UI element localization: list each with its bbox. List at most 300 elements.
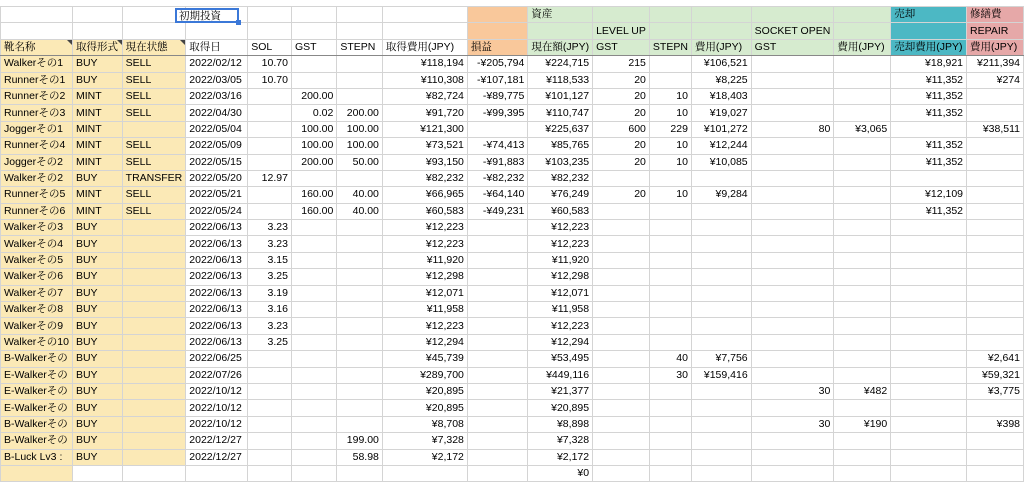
table-cell[interactable]: BUY (72, 334, 122, 350)
table-cell[interactable] (691, 465, 751, 481)
column-header[interactable]: STEPN (337, 39, 383, 55)
table-cell[interactable] (467, 318, 527, 334)
table-cell[interactable] (834, 56, 891, 72)
table-cell[interactable] (891, 383, 967, 399)
table-cell[interactable]: 10.70 (248, 56, 292, 72)
table-cell[interactable] (122, 302, 186, 318)
table-cell[interactable]: BUY (72, 351, 122, 367)
table-cell[interactable]: MINT (72, 154, 122, 170)
table-cell[interactable]: ¥101,127 (528, 88, 593, 104)
table-cell[interactable]: ¥12,298 (382, 269, 467, 285)
table-cell[interactable] (467, 465, 527, 481)
table-cell[interactable]: Walkerその8 (1, 302, 73, 318)
table-cell[interactable] (593, 351, 650, 367)
table-cell[interactable] (248, 383, 292, 399)
table-cell[interactable]: 2022/04/30 (186, 105, 248, 121)
table-cell[interactable]: Runnerその2 (1, 88, 73, 104)
table-cell[interactable]: 10.70 (248, 72, 292, 88)
table-cell[interactable] (751, 154, 834, 170)
table-cell[interactable] (967, 187, 1024, 203)
table-cell[interactable] (467, 285, 527, 301)
table-cell[interactable]: -¥49,231 (467, 203, 527, 219)
table-cell[interactable] (248, 154, 292, 170)
table-cell[interactable]: B-Walkerその (1, 351, 73, 367)
table-cell[interactable]: ¥73,521 (382, 138, 467, 154)
table-cell[interactable]: ¥10,085 (691, 154, 751, 170)
table-cell[interactable] (751, 433, 834, 449)
table-cell[interactable]: ¥8,898 (528, 416, 593, 432)
table-cell[interactable]: MINT (72, 203, 122, 219)
table-cell[interactable] (337, 400, 383, 416)
table-cell[interactable] (751, 236, 834, 252)
table-cell[interactable] (291, 449, 336, 465)
table-cell[interactable] (967, 154, 1024, 170)
column-header[interactable]: 靴名称 (1, 39, 73, 55)
table-cell[interactable]: ¥85,765 (528, 138, 593, 154)
table-cell[interactable] (649, 302, 691, 318)
table-cell[interactable] (122, 433, 186, 449)
table-cell[interactable] (834, 285, 891, 301)
table-cell[interactable] (967, 170, 1024, 186)
table-cell[interactable]: 58.98 (337, 449, 383, 465)
table-cell[interactable]: 2022/05/15 (186, 154, 248, 170)
table-cell[interactable]: B-Walkerその (1, 433, 73, 449)
table-cell[interactable]: -¥99,395 (467, 105, 527, 121)
table-cell[interactable] (649, 465, 691, 481)
table-cell[interactable]: ¥118,194 (382, 56, 467, 72)
table-cell[interactable]: ¥110,308 (382, 72, 467, 88)
table-cell[interactable]: BUY (72, 416, 122, 432)
column-header[interactable]: 現在状態 (122, 39, 186, 55)
table-cell[interactable] (891, 318, 967, 334)
table-cell[interactable] (649, 416, 691, 432)
table-cell[interactable]: 160.00 (291, 203, 336, 219)
table-cell[interactable]: ¥289,700 (382, 367, 467, 383)
table-cell[interactable] (751, 88, 834, 104)
table-cell[interactable] (593, 269, 650, 285)
table-cell[interactable] (122, 465, 186, 481)
table-cell[interactable]: ¥398 (967, 416, 1024, 432)
table-cell[interactable]: BUY (72, 236, 122, 252)
table-cell[interactable]: ¥12,223 (528, 236, 593, 252)
table-cell[interactable] (593, 449, 650, 465)
table-cell[interactable]: 2022/02/12 (186, 56, 248, 72)
table-cell[interactable] (186, 465, 248, 481)
table-cell[interactable]: ¥103,235 (528, 154, 593, 170)
table-cell[interactable]: -¥64,140 (467, 187, 527, 203)
table-cell[interactable]: BUY (72, 302, 122, 318)
table-cell[interactable]: ¥101,272 (691, 121, 751, 137)
table-cell[interactable] (751, 138, 834, 154)
column-header[interactable]: SOL (248, 39, 292, 55)
table-cell[interactable]: ¥2,641 (967, 351, 1024, 367)
table-cell[interactable] (649, 72, 691, 88)
table-cell[interactable] (891, 170, 967, 186)
table-cell[interactable] (691, 252, 751, 268)
table-cell[interactable]: ¥21,377 (528, 383, 593, 399)
table-cell[interactable]: BUY (72, 367, 122, 383)
table-cell[interactable]: 0.02 (291, 105, 336, 121)
table-cell[interactable]: ¥9,284 (691, 187, 751, 203)
table-cell[interactable]: 199.00 (337, 433, 383, 449)
table-cell[interactable]: TRANSFER (122, 170, 186, 186)
table-cell[interactable] (337, 252, 383, 268)
column-header[interactable]: 取得日 (186, 39, 248, 55)
table-cell[interactable]: BUY (72, 383, 122, 399)
table-cell[interactable] (248, 187, 292, 203)
table-cell[interactable]: ¥76,249 (528, 187, 593, 203)
table-cell[interactable]: Walkerその2 (1, 170, 73, 186)
table-cell[interactable] (1, 465, 73, 481)
table-cell[interactable] (834, 170, 891, 186)
table-cell[interactable] (891, 236, 967, 252)
table-cell[interactable]: B-Walkerその (1, 416, 73, 432)
table-cell[interactable] (751, 105, 834, 121)
table-cell[interactable]: 20 (593, 105, 650, 121)
table-cell[interactable] (593, 318, 650, 334)
table-cell[interactable] (891, 220, 967, 236)
table-cell[interactable] (834, 72, 891, 88)
table-cell[interactable] (337, 285, 383, 301)
table-cell[interactable] (291, 302, 336, 318)
table-cell[interactable] (467, 252, 527, 268)
table-cell[interactable]: ¥11,352 (891, 105, 967, 121)
table-cell[interactable] (834, 220, 891, 236)
table-cell[interactable]: 2022/10/12 (186, 400, 248, 416)
table-cell[interactable] (291, 416, 336, 432)
table-cell[interactable]: BUY (72, 170, 122, 186)
table-cell[interactable]: E-Walkerその (1, 367, 73, 383)
table-cell[interactable] (337, 318, 383, 334)
table-cell[interactable]: 10 (649, 187, 691, 203)
table-cell[interactable]: 40.00 (337, 187, 383, 203)
table-cell[interactable]: 200.00 (337, 105, 383, 121)
table-cell[interactable]: ¥38,511 (967, 121, 1024, 137)
table-cell[interactable] (291, 465, 336, 481)
table-cell[interactable]: ¥8,225 (691, 72, 751, 88)
table-cell[interactable]: ¥12,109 (891, 187, 967, 203)
table-cell[interactable] (834, 105, 891, 121)
table-cell[interactable] (751, 220, 834, 236)
table-cell[interactable]: Walkerその7 (1, 285, 73, 301)
table-cell[interactable] (834, 236, 891, 252)
table-cell[interactable] (751, 400, 834, 416)
table-cell[interactable] (337, 383, 383, 399)
table-cell[interactable] (649, 236, 691, 252)
table-cell[interactable]: 2022/07/26 (186, 367, 248, 383)
table-cell[interactable] (593, 334, 650, 350)
table-cell[interactable] (691, 416, 751, 432)
column-header[interactable]: 取得形式 (72, 39, 122, 55)
table-cell[interactable] (834, 302, 891, 318)
table-cell[interactable] (691, 449, 751, 465)
initial-investment-cell[interactable]: 初期投資 (175, 8, 239, 23)
table-cell[interactable]: ¥93,150 (382, 154, 467, 170)
table-cell[interactable] (248, 105, 292, 121)
table-cell[interactable] (891, 334, 967, 350)
table-cell[interactable] (248, 400, 292, 416)
table-cell[interactable]: ¥18,403 (691, 88, 751, 104)
table-cell[interactable] (337, 302, 383, 318)
table-cell[interactable] (649, 318, 691, 334)
table-cell[interactable] (467, 220, 527, 236)
table-cell[interactable] (691, 383, 751, 399)
table-cell[interactable] (967, 203, 1024, 219)
table-cell[interactable]: ¥53,495 (528, 351, 593, 367)
column-header[interactable]: 取得費用(JPY) (382, 39, 467, 55)
table-cell[interactable] (649, 400, 691, 416)
table-cell[interactable] (122, 220, 186, 236)
table-cell[interactable]: SELL (122, 56, 186, 72)
column-header[interactable]: GST (593, 39, 650, 55)
table-cell[interactable]: 160.00 (291, 187, 336, 203)
table-cell[interactable]: 2022/06/13 (186, 236, 248, 252)
column-header[interactable]: 現在額(JPY) (528, 39, 593, 55)
table-cell[interactable] (751, 449, 834, 465)
table-cell[interactable] (291, 285, 336, 301)
table-cell[interactable] (467, 383, 527, 399)
table-cell[interactable] (291, 318, 336, 334)
table-cell[interactable]: 3.19 (248, 285, 292, 301)
table-cell[interactable] (467, 302, 527, 318)
table-cell[interactable]: SELL (122, 72, 186, 88)
table-cell[interactable] (248, 88, 292, 104)
table-cell[interactable] (967, 433, 1024, 449)
table-cell[interactable]: ¥12,223 (382, 236, 467, 252)
table-cell[interactable]: ¥60,583 (528, 203, 593, 219)
table-cell[interactable]: ¥45,739 (382, 351, 467, 367)
table-cell[interactable] (891, 367, 967, 383)
table-cell[interactable] (751, 56, 834, 72)
table-cell[interactable]: 2022/05/04 (186, 121, 248, 137)
table-cell[interactable]: 2022/12/27 (186, 433, 248, 449)
table-cell[interactable] (122, 334, 186, 350)
table-cell[interactable]: ¥225,637 (528, 121, 593, 137)
table-cell[interactable] (967, 318, 1024, 334)
table-cell[interactable]: ¥106,521 (691, 56, 751, 72)
table-cell[interactable] (122, 400, 186, 416)
table-cell[interactable] (649, 383, 691, 399)
table-cell[interactable] (691, 236, 751, 252)
table-cell[interactable] (834, 351, 891, 367)
table-cell[interactable]: -¥205,794 (467, 56, 527, 72)
table-cell[interactable] (467, 334, 527, 350)
table-cell[interactable]: Runnerその6 (1, 203, 73, 219)
table-cell[interactable] (291, 170, 336, 186)
table-cell[interactable]: -¥107,181 (467, 72, 527, 88)
table-cell[interactable] (467, 351, 527, 367)
table-cell[interactable]: -¥91,883 (467, 154, 527, 170)
table-cell[interactable] (691, 269, 751, 285)
table-cell[interactable] (291, 367, 336, 383)
table-cell[interactable]: 2022/03/16 (186, 88, 248, 104)
table-cell[interactable]: ¥11,352 (891, 203, 967, 219)
table-cell[interactable] (337, 465, 383, 481)
table-cell[interactable] (467, 416, 527, 432)
table-cell[interactable]: ¥82,232 (528, 170, 593, 186)
table-cell[interactable]: ¥18,921 (891, 56, 967, 72)
table-cell[interactable] (337, 367, 383, 383)
table-cell[interactable]: ¥224,715 (528, 56, 593, 72)
table-cell[interactable] (593, 220, 650, 236)
table-cell[interactable]: 40.00 (337, 203, 383, 219)
table-cell[interactable] (593, 302, 650, 318)
table-cell[interactable]: Walkerその5 (1, 252, 73, 268)
table-cell[interactable]: ¥11,352 (891, 88, 967, 104)
table-cell[interactable]: ¥66,965 (382, 187, 467, 203)
table-cell[interactable] (751, 252, 834, 268)
table-cell[interactable] (122, 252, 186, 268)
table-cell[interactable]: ¥8,708 (382, 416, 467, 432)
table-cell[interactable] (467, 236, 527, 252)
table-cell[interactable]: ¥121,300 (382, 121, 467, 137)
table-cell[interactable]: ¥190 (834, 416, 891, 432)
table-cell[interactable]: ¥59,321 (967, 367, 1024, 383)
table-cell[interactable]: ¥118,533 (528, 72, 593, 88)
table-cell[interactable]: 2022/06/13 (186, 252, 248, 268)
table-cell[interactable] (834, 433, 891, 449)
column-header[interactable]: GST (291, 39, 336, 55)
table-cell[interactable] (291, 269, 336, 285)
table-cell[interactable]: MINT (72, 88, 122, 104)
table-cell[interactable] (891, 449, 967, 465)
table-cell[interactable] (967, 220, 1024, 236)
column-header[interactable]: 費用(JPY) (691, 39, 751, 55)
table-cell[interactable]: 2022/06/13 (186, 334, 248, 350)
table-cell[interactable]: 100.00 (291, 121, 336, 137)
table-cell[interactable] (291, 351, 336, 367)
table-cell[interactable] (891, 252, 967, 268)
table-cell[interactable]: ¥12,223 (382, 318, 467, 334)
table-cell[interactable] (467, 400, 527, 416)
table-cell[interactable]: ¥12,294 (382, 334, 467, 350)
table-cell[interactable]: ¥2,172 (382, 449, 467, 465)
table-cell[interactable] (834, 449, 891, 465)
table-cell[interactable]: ¥3,775 (967, 383, 1024, 399)
table-cell[interactable]: MINT (72, 187, 122, 203)
table-cell[interactable] (891, 465, 967, 481)
table-cell[interactable] (891, 302, 967, 318)
table-cell[interactable] (248, 138, 292, 154)
table-cell[interactable] (751, 285, 834, 301)
table-cell[interactable]: Runnerその5 (1, 187, 73, 203)
table-cell[interactable] (751, 334, 834, 350)
table-cell[interactable]: 600 (593, 121, 650, 137)
table-cell[interactable] (291, 383, 336, 399)
table-cell[interactable]: ¥82,232 (382, 170, 467, 186)
table-cell[interactable]: 10 (649, 88, 691, 104)
table-cell[interactable] (649, 449, 691, 465)
table-cell[interactable] (834, 367, 891, 383)
column-header[interactable]: GST (751, 39, 834, 55)
table-cell[interactable]: ¥20,895 (528, 400, 593, 416)
table-cell[interactable] (891, 416, 967, 432)
table-cell[interactable] (649, 285, 691, 301)
table-cell[interactable]: Joggerその1 (1, 121, 73, 137)
table-cell[interactable] (291, 400, 336, 416)
table-cell[interactable]: -¥89,775 (467, 88, 527, 104)
table-cell[interactable]: Runnerその3 (1, 105, 73, 121)
table-cell[interactable] (467, 121, 527, 137)
table-cell[interactable]: 10 (649, 154, 691, 170)
table-cell[interactable] (122, 269, 186, 285)
table-cell[interactable] (593, 433, 650, 449)
table-cell[interactable]: 3.15 (248, 252, 292, 268)
column-header[interactable]: 損益 (467, 39, 527, 55)
table-cell[interactable]: 100.00 (291, 138, 336, 154)
table-cell[interactable]: E-Walkerその (1, 383, 73, 399)
table-cell[interactable] (751, 318, 834, 334)
table-cell[interactable]: ¥11,352 (891, 72, 967, 88)
table-cell[interactable] (834, 203, 891, 219)
table-cell[interactable] (291, 220, 336, 236)
column-header[interactable]: 売却費用(JPY) (891, 39, 967, 55)
table-cell[interactable]: 30 (751, 383, 834, 399)
table-cell[interactable]: ¥11,352 (891, 154, 967, 170)
table-cell[interactable]: BUY (72, 252, 122, 268)
table-cell[interactable] (691, 318, 751, 334)
table-cell[interactable] (122, 285, 186, 301)
table-cell[interactable] (291, 334, 336, 350)
table-cell[interactable] (751, 465, 834, 481)
table-cell[interactable]: 40 (649, 351, 691, 367)
table-cell[interactable] (891, 433, 967, 449)
table-cell[interactable]: 80 (751, 121, 834, 137)
table-cell[interactable]: 20 (593, 138, 650, 154)
table-cell[interactable]: 20 (593, 72, 650, 88)
table-cell[interactable] (891, 285, 967, 301)
table-cell[interactable] (248, 351, 292, 367)
table-cell[interactable] (751, 170, 834, 186)
table-cell[interactable] (248, 449, 292, 465)
table-cell[interactable] (248, 465, 292, 481)
table-cell[interactable]: 3.25 (248, 269, 292, 285)
table-cell[interactable]: 10 (649, 138, 691, 154)
table-cell[interactable] (593, 203, 650, 219)
table-cell[interactable]: ¥2,172 (528, 449, 593, 465)
table-cell[interactable] (122, 449, 186, 465)
table-cell[interactable]: ¥159,416 (691, 367, 751, 383)
table-cell[interactable]: SELL (122, 203, 186, 219)
table-cell[interactable] (72, 465, 122, 481)
table-cell[interactable]: Runnerその4 (1, 138, 73, 154)
table-cell[interactable] (891, 121, 967, 137)
table-cell[interactable] (967, 138, 1024, 154)
table-cell[interactable]: 20 (593, 154, 650, 170)
table-cell[interactable] (122, 383, 186, 399)
table-cell[interactable]: 215 (593, 56, 650, 72)
table-cell[interactable] (337, 269, 383, 285)
table-cell[interactable] (891, 351, 967, 367)
table-cell[interactable]: 2022/10/12 (186, 416, 248, 432)
table-cell[interactable]: Walkerその9 (1, 318, 73, 334)
table-cell[interactable]: ¥7,328 (382, 433, 467, 449)
table-cell[interactable]: 2022/05/21 (186, 187, 248, 203)
table-cell[interactable] (593, 400, 650, 416)
table-cell[interactable]: BUY (72, 433, 122, 449)
table-cell[interactable] (834, 465, 891, 481)
table-cell[interactable] (967, 334, 1024, 350)
table-cell[interactable]: ¥482 (834, 383, 891, 399)
table-cell[interactable]: SELL (122, 138, 186, 154)
table-cell[interactable]: 2022/06/13 (186, 302, 248, 318)
table-cell[interactable] (248, 121, 292, 137)
table-cell[interactable]: ¥0 (528, 465, 593, 481)
table-cell[interactable]: 50.00 (337, 154, 383, 170)
table-cell[interactable]: ¥60,583 (382, 203, 467, 219)
table-cell[interactable]: 200.00 (291, 154, 336, 170)
table-cell[interactable]: 3.23 (248, 220, 292, 236)
